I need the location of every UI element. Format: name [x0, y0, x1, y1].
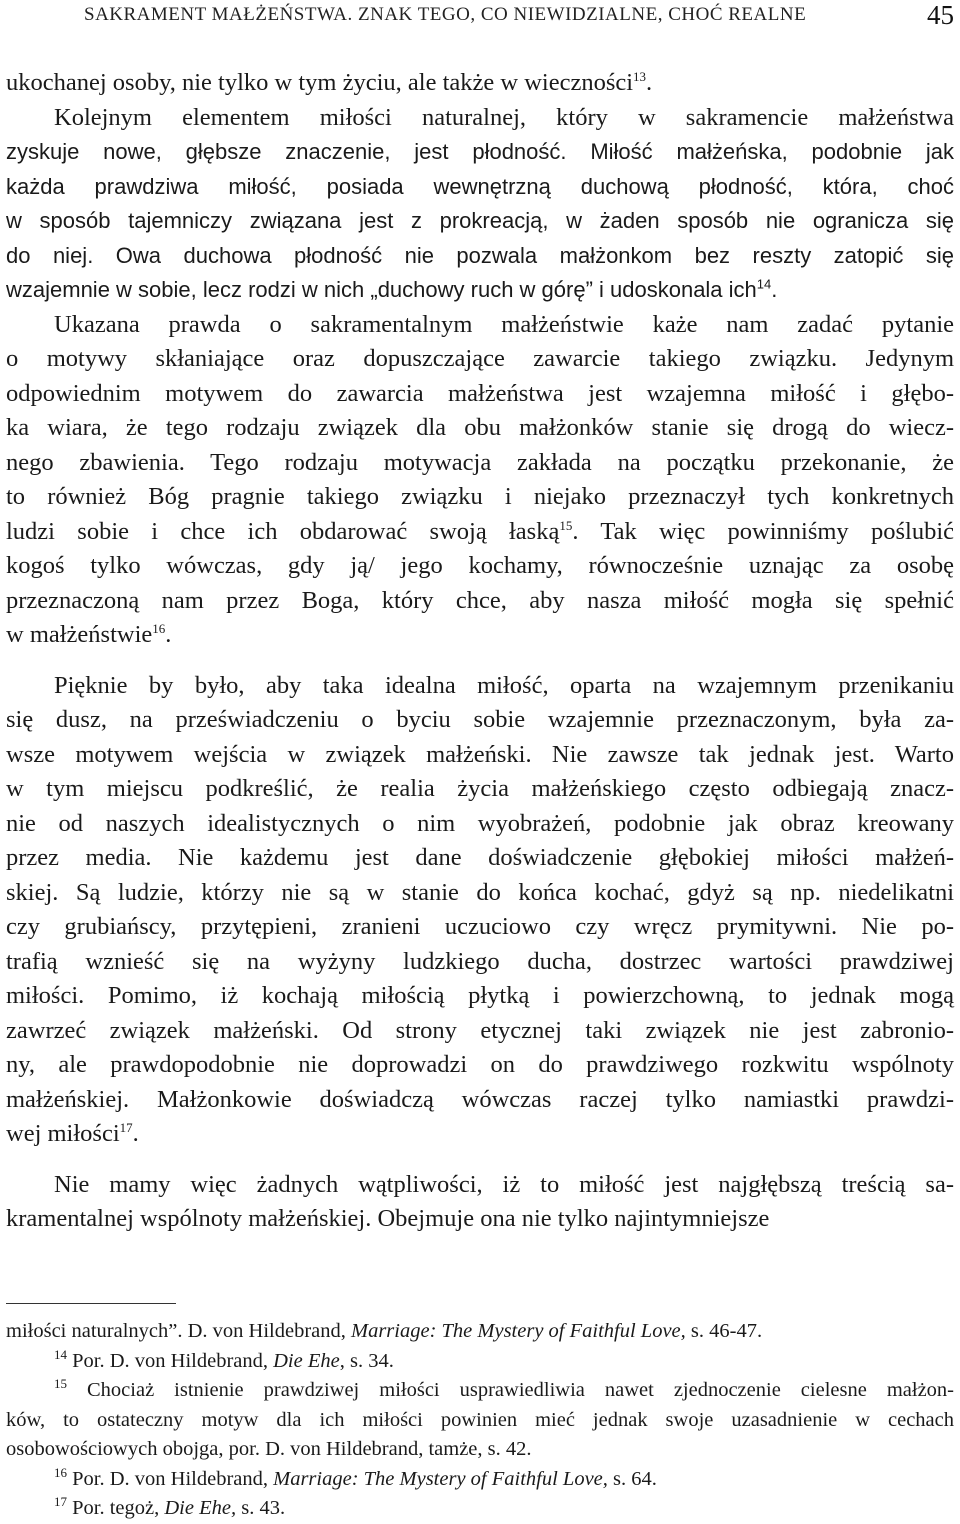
line-text: wsze motywem wejścia w związek małżeński. Nie zawsze tak jednak jest. Warto — [6, 740, 954, 768]
footnote-text: Por. D. von Hildebrand, — [67, 1349, 274, 1372]
text-line — [6, 342, 954, 377]
line-text: przez media. Nie każdemu jest dane doświadczenie głębokiej miłości małżeń- — [6, 844, 954, 871]
line-text: przeznaczoną nam przez Boga, który chce, aby nasza miłość mogła się spełnić — [6, 586, 954, 614]
line-text: ukochanej osoby, nie tylko w tym życiu, ale także w wieczności — [6, 69, 634, 96]
line-text: kogoś tylko wówczas, gdy ją/ jego kochamy, równocześnie uznając za osobę — [6, 552, 954, 579]
footnote-text: s. 46-47. — [685, 1320, 763, 1342]
line-text: Kolejnym elementem miłości naturalnej, który w sakramencie małżeństwa — [54, 103, 954, 131]
line-text: ludzi sobie i chce ich obdarować swoją łaską — [6, 517, 560, 545]
text-line — [6, 618, 954, 653]
footnote-number: 16 — [54, 1464, 67, 1480]
line-text: małżeńskiej. Małżonkowie doświadczą wówczas raczej tylko namiastki prawdzi- — [6, 1085, 954, 1113]
line-text: zyskuje nowe, głębsze znaczenie, jest płodność. Miłość małżeńska, podobnie jak — [6, 139, 954, 164]
footnote-line — [6, 1465, 954, 1495]
text-line — [6, 1083, 954, 1118]
cited-title: Marriage: The Mystery of Faithful Love, — [351, 1320, 686, 1342]
line-text: odpowiednim motywem do zawarcia małżeństwa jest wzajemna miłość i głębo- — [6, 379, 954, 407]
text-line — [6, 549, 954, 584]
line-text: ny, ale prawdopodobnie nie doprowadzi on do prawdziwego rozkwitu wspólnoty — [6, 1051, 954, 1078]
line-text: trafią wznieść się na wyżyny ludzkiego ducha, dostrzec wartości prawdziwej — [6, 947, 954, 975]
paragraph — [6, 669, 954, 1152]
text-line — [6, 910, 954, 945]
footnote-text: Por. D. von Hildebrand, — [67, 1467, 274, 1490]
text-line — [6, 669, 954, 704]
footnote-text: ków, to ostateczny motyw dla ich miłości powinien mieć jednak swoje uzasadnienie w cechach — [6, 1408, 954, 1431]
text-line — [6, 66, 954, 101]
line-text: w tym miejscu podkreślić, że realia życia małżeńskiego często odbiegają znacz- — [6, 775, 954, 802]
footnote-reference[interactable]: 14 — [756, 276, 772, 292]
footnote-text: Chociaż istnienie prawdziwej miłości usprawiedliwia nawet zjednoczenie cielesne małżon- — [67, 1379, 954, 1401]
text-line — [6, 273, 954, 308]
paragraph-gap — [6, 1152, 954, 1168]
text-line — [6, 945, 954, 980]
line-text: nie od naszych idealistycznych o nim wyobrażeń, podobnie jak obraz kreowany — [6, 809, 954, 837]
footnote-reference[interactable]: 15 — [559, 517, 573, 533]
text-line — [6, 807, 954, 842]
text-line — [6, 377, 954, 412]
line-text: Ukazana prawda o sakramentalnym małżeństwie każe nam zadać pytanie — [54, 310, 954, 338]
footnote-text: osobowościowych obojga, por. D. von Hildebrand, tamże, s. 42. — [6, 1438, 532, 1460]
footnote-text: s. 64. — [607, 1467, 657, 1490]
footnote-line — [6, 1406, 954, 1436]
line-text: kramentalnej wspólnoty małżeńskiej. Obejmuje ona nie tylko najintymniejsze — [6, 1205, 770, 1232]
line-text: miłości. Pomimo, iż kochają miłością płytką i powierzchowną, to jednak mogą — [6, 982, 954, 1009]
footnote-reference[interactable]: 16 — [152, 620, 166, 636]
text-line — [6, 411, 954, 446]
cited-title: Die Ehe — [273, 1349, 340, 1372]
line-text: wzajemnie w sobie, lecz rodzi w nich „duchowy ruch w górę” i udoskonala ich — [6, 277, 757, 302]
text-line — [6, 841, 954, 876]
line-text: zawrzeć związek małżeński. Od strony etycznej taki związek nie jest zabronio- — [6, 1016, 954, 1044]
text-line — [6, 101, 954, 136]
line-text-after: . — [771, 277, 778, 302]
footnote-number: 14 — [54, 1346, 67, 1362]
line-text: czy grubiańscy, przytępieni, zranieni uczuciowo czy wręcz prymitywni. Nie po- — [6, 913, 954, 940]
cited-title: Marriage: The Mystery of Faithful Love, — [273, 1467, 608, 1490]
footnote-number: 15 — [54, 1376, 67, 1392]
line-text-after: . — [165, 621, 172, 648]
line-text: Nie mamy więc żadnych wątpliwości, iż to miłość jest najgłębszą treścią sa- — [54, 1170, 954, 1198]
text-line — [6, 772, 954, 807]
line-text: każda prawdziwa miłość, posiada wewnętrzną duchową płodność, która, choć — [6, 173, 954, 199]
text-line — [6, 703, 954, 738]
line-text: w małżeństwie — [6, 621, 153, 648]
text-line — [6, 1168, 954, 1203]
footnote-text: miłości naturalnych”. D. von Hildebrand, — [6, 1320, 351, 1342]
line-text: do niej. Owa duchowa płodność nie pozwala małżonkom bez reszty zatopić się — [6, 242, 954, 268]
footnote-reference[interactable]: 13 — [633, 68, 647, 84]
line-text: się dusz, na przeświadczeniu o byciu sobie wzajemnie przeznaczonym, była za- — [6, 706, 954, 733]
cited-title: Die Ehe, — [164, 1497, 237, 1519]
paragraph — [6, 1168, 954, 1237]
text-line — [6, 584, 954, 619]
text-line — [6, 135, 954, 170]
text-line — [6, 170, 954, 205]
line-text: Pięknie by było, aby taka idealna miłość, oparta na wzajemnym przenikaniu — [54, 671, 954, 699]
page-number: 45 — [927, 0, 954, 30]
footnote-line — [6, 1347, 954, 1377]
footnote-text: Por. tegoż, — [67, 1497, 165, 1519]
document-page — [6, 0, 954, 1517]
paragraph-gap — [6, 653, 954, 669]
footnote-separator — [6, 1303, 176, 1304]
text-line — [6, 308, 954, 343]
running-title: SAKRAMENT MAŁŻEŃSTWA. ZNAK TEGO, CO NIEWIDZIALNE, CHOĆ REALNE — [84, 4, 807, 25]
line-text-after: . Tak więc powinniśmy poślubić — [572, 517, 954, 545]
text-line — [6, 738, 954, 773]
text-line — [6, 979, 954, 1014]
text-line — [6, 1117, 954, 1152]
line-text: w sposób tajemniczy związana jest z prokreacją, w żaden sposób nie ogranicza się — [6, 208, 954, 233]
line-text: wej miłości — [6, 1120, 120, 1147]
footnotes — [6, 1317, 954, 1524]
text-line — [6, 876, 954, 911]
text-line — [6, 480, 954, 515]
footnote-text: s. 43. — [236, 1497, 286, 1519]
footnote-reference[interactable]: 17 — [119, 1119, 133, 1135]
text-line — [6, 239, 954, 274]
line-text: to również Bóg pragnie takiego związku i niejako przeznaczył tych konkretnych — [6, 483, 954, 510]
footnote-line — [6, 1317, 954, 1347]
text-line — [6, 204, 954, 239]
text-line — [6, 1202, 954, 1237]
footnote-line — [6, 1376, 954, 1406]
line-text: o motywy skłaniające oraz dopuszczające zawarcie takiego związku. Jedynym — [6, 345, 954, 372]
footnote-text: , s. 34. — [339, 1349, 394, 1372]
paragraph — [6, 308, 954, 653]
line-text-after: . — [132, 1120, 139, 1147]
paragraph — [6, 66, 954, 101]
running-header — [6, 2, 954, 32]
footnote-line — [6, 1435, 954, 1465]
footnote-line — [6, 1494, 954, 1524]
text-line — [6, 1014, 954, 1049]
line-text: nego zbawienia. Tego rodzaju motywacja zakłada na początku przekonanie, że — [6, 448, 954, 476]
text-line — [6, 515, 954, 550]
line-text: ka wiara, że tego rodzaju związek dla obu małżonków stanie się drogą do wiecz- — [6, 414, 954, 441]
text-line — [6, 1048, 954, 1083]
line-text-after: . — [646, 69, 653, 96]
footnote-number: 17 — [54, 1494, 67, 1510]
text-line — [6, 446, 954, 481]
line-text: skiej. Są ludzie, którzy nie są w stanie do końca kochać, gdyż są np. niedelikatni — [6, 878, 954, 906]
paragraph — [6, 101, 954, 308]
body-text — [6, 66, 954, 1237]
